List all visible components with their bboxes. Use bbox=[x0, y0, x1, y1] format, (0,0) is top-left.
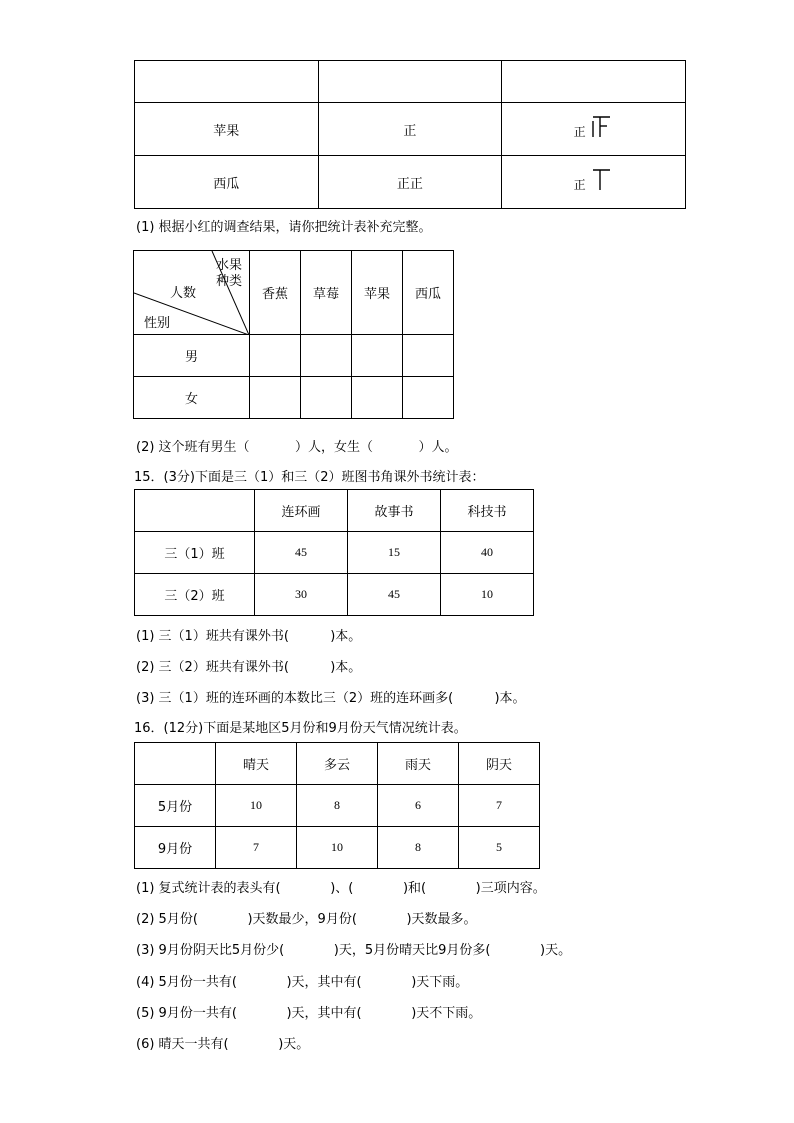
column-header: 香蕉 bbox=[250, 251, 301, 335]
tally-cell bbox=[502, 156, 686, 209]
table-cell: 45 bbox=[255, 532, 348, 574]
column-header: 晴天 bbox=[216, 743, 297, 785]
blank-cell[interactable] bbox=[301, 377, 352, 419]
table-cell: 15 bbox=[348, 532, 441, 574]
question-16-5: (5) 9月份一共有( )天，其中有( )天不下雨。 bbox=[136, 1006, 482, 1021]
header-mid-label: 人数 bbox=[170, 286, 197, 301]
table-row bbox=[135, 156, 686, 209]
table-corner bbox=[135, 490, 255, 532]
row-header: 三（2）班 bbox=[135, 574, 255, 616]
tally-mark: 正正 bbox=[318, 156, 502, 209]
weather-stat-table bbox=[134, 742, 540, 869]
column-header: 科技书 bbox=[441, 490, 534, 532]
partial-tally-icon bbox=[590, 166, 612, 192]
row-header: 9月份 bbox=[135, 827, 216, 869]
blank-cell[interactable] bbox=[403, 335, 454, 377]
table-cell: 40 bbox=[441, 532, 534, 574]
table-cell: 8 bbox=[297, 785, 378, 827]
blank-cell[interactable] bbox=[403, 377, 454, 419]
question-16-title: 16．(12分)下面是某地区5月份和9月份天气情况统计表。 bbox=[134, 721, 467, 736]
blank-cell[interactable] bbox=[352, 335, 403, 377]
column-header: 草莓 bbox=[301, 251, 352, 335]
row-header: 5月份 bbox=[135, 785, 216, 827]
tally-mark: 正 bbox=[573, 125, 586, 139]
question-16-3: (3) 9月份阴天比5月份少( )天，5月份晴天比9月份多( )天。 bbox=[136, 943, 572, 958]
table-cell: 10 bbox=[297, 827, 378, 869]
tally-mark: 正 bbox=[318, 103, 502, 156]
table-cell: 10 bbox=[441, 574, 534, 616]
question-16-4: (4) 5月份一共有( )天，其中有( )天下雨。 bbox=[136, 975, 469, 990]
table-cell bbox=[135, 61, 319, 103]
fruit-label: 苹果 bbox=[135, 103, 319, 156]
question-16-2: (2) 5月份( )天数最少，9月份( )天数最多。 bbox=[136, 912, 477, 927]
question-16-1: (1) 复式统计表的表头有( )、( )和( )三项内容。 bbox=[136, 881, 546, 896]
blank-cell[interactable] bbox=[352, 377, 403, 419]
table-row bbox=[135, 827, 540, 869]
row-header: 女 bbox=[134, 377, 250, 419]
tally-table bbox=[134, 60, 686, 209]
blank-cell[interactable] bbox=[250, 377, 301, 419]
diagonal-header-cell bbox=[134, 251, 250, 335]
table-cell: 6 bbox=[378, 785, 459, 827]
table-cell: 7 bbox=[459, 785, 540, 827]
question-15-title: 15．(3分)下面是三（1）和三（2）班图书角课外书统计表： bbox=[134, 470, 485, 485]
blank-stat-table bbox=[133, 250, 454, 419]
fruit-label: 西瓜 bbox=[135, 156, 319, 209]
table-row bbox=[135, 574, 534, 616]
blank-cell[interactable] bbox=[301, 335, 352, 377]
partial-tally-icon bbox=[590, 113, 612, 139]
column-header: 阴天 bbox=[459, 743, 540, 785]
table-cell: 30 bbox=[255, 574, 348, 616]
question-15-3: (3) 三（1）班的连环画的本数比三（2）班的连环画多( )本。 bbox=[136, 691, 526, 706]
header-bottom-label: 性别 bbox=[144, 316, 171, 331]
column-header: 连环画 bbox=[255, 490, 348, 532]
table-cell bbox=[502, 61, 686, 103]
question-15-2: (2) 三（2）班共有课外书( )本。 bbox=[136, 660, 362, 675]
header-top-label-2: 种类 bbox=[216, 274, 243, 289]
table-cell: 10 bbox=[216, 785, 297, 827]
question-16-6: (6) 晴天一共有( )天。 bbox=[136, 1037, 310, 1052]
tally-mark: 正 bbox=[573, 178, 586, 192]
table-row bbox=[134, 335, 454, 377]
question-14-2: (2) 这个班有男生（ ）人，女生（ ）人。 bbox=[136, 440, 458, 455]
row-header: 三（1）班 bbox=[135, 532, 255, 574]
table-cell: 8 bbox=[378, 827, 459, 869]
header-top-label: 水果 bbox=[216, 258, 243, 273]
book-stat-table bbox=[134, 489, 534, 616]
question-14-1: (1) 根据小红的调查结果，请你把统计表补充完整。 bbox=[136, 220, 432, 235]
table-row bbox=[135, 103, 686, 156]
table-cell: 45 bbox=[348, 574, 441, 616]
column-header: 苹果 bbox=[352, 251, 403, 335]
table-cell: 5 bbox=[459, 827, 540, 869]
column-header: 雨天 bbox=[378, 743, 459, 785]
question-15-1: (1) 三（1）班共有课外书( )本。 bbox=[136, 629, 362, 644]
table-cell: 7 bbox=[216, 827, 297, 869]
table-row bbox=[135, 532, 534, 574]
tally-cell bbox=[502, 103, 686, 156]
blank-cell[interactable] bbox=[250, 335, 301, 377]
column-header: 西瓜 bbox=[403, 251, 454, 335]
table-cell bbox=[318, 61, 502, 103]
table-row bbox=[135, 785, 540, 827]
column-header: 故事书 bbox=[348, 490, 441, 532]
table-corner bbox=[135, 743, 216, 785]
column-header: 多云 bbox=[297, 743, 378, 785]
row-header: 男 bbox=[134, 335, 250, 377]
table-row bbox=[134, 377, 454, 419]
